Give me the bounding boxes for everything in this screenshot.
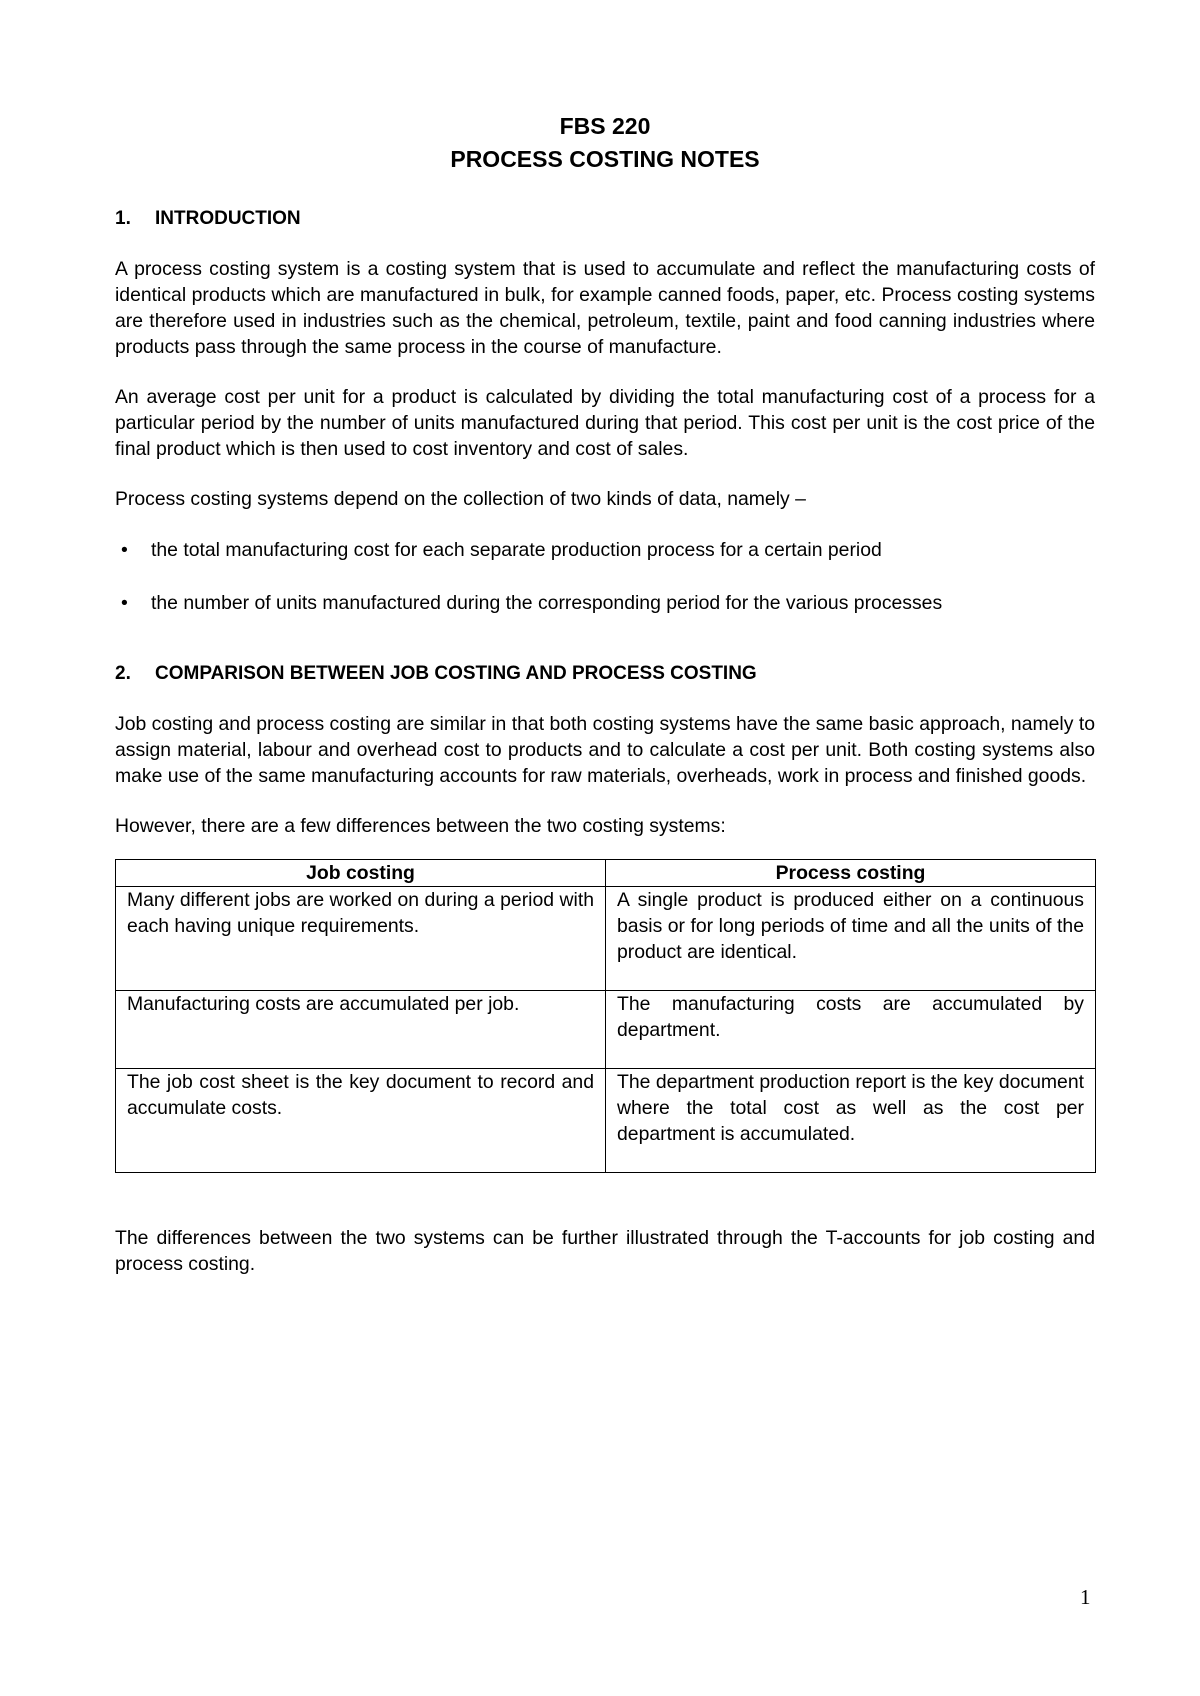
table-cell: A single product is produced either on a continuous basis or for long periods of time and all the units of the product are identical. xyxy=(606,887,1096,991)
course-code: FBS 220 xyxy=(559,113,651,139)
table-cell: The department production report is the key document where the total cost as well as the cost per department is accumulated. xyxy=(606,1069,1096,1173)
table-cell: Manufacturing costs are accumulated per job. xyxy=(116,991,606,1069)
section-title: COMPARISON BETWEEN JOB COSTING AND PROCESS COSTING xyxy=(155,663,757,684)
section-title: INTRODUCTION xyxy=(155,208,301,229)
section-number: 1. xyxy=(115,208,131,229)
table-cell: The manufacturing costs are accumulated by department. xyxy=(606,991,1096,1069)
bullet-icon: • xyxy=(121,539,128,561)
list-item-text: the total manufacturing cost for each separate production process for a certain period xyxy=(151,539,882,561)
table-header-row xyxy=(116,860,1096,887)
section-heading-comparison xyxy=(115,661,1095,687)
data-requirements-list xyxy=(115,537,1095,616)
table-cell: The job cost sheet is the key document to record and accumulate costs. xyxy=(116,1069,606,1173)
table-row xyxy=(116,991,1096,1069)
table-row xyxy=(116,887,1096,991)
table-cell: Many different jobs are worked on during a period with each having unique requirements. xyxy=(116,887,606,991)
paragraph: An average cost per unit for a product is calculated by dividing the total manufacturing cost of a process for a particular period by the number of units manufactured during that period. This cost per unit is the cost price of the final product which is then used to cost inventory and cost of sales. xyxy=(115,386,1095,460)
paragraph: Process costing systems depend on the collection of two kinds of data, namely – xyxy=(115,488,806,510)
page-title: PROCESS COSTING NOTES xyxy=(450,146,760,172)
list-item xyxy=(115,590,1095,616)
page-number: 1 xyxy=(1080,1585,1091,1609)
list-item xyxy=(115,537,1095,563)
paragraph: Job costing and process costing are similar in that both costing systems have the same basic approach, namely to assign material, labour and overhead cost to products and to calculate a cost per unit. Both costing systems also make use of the same manufacturing accounts for raw materials, overheads, work in process and finished goods. xyxy=(115,713,1095,787)
closing-paragraph: The differences between the two systems can be further illustrated through the T-accounts for job costing and process costing. xyxy=(115,1227,1095,1275)
column-header-job-costing: Job costing xyxy=(116,860,606,887)
comparison-table xyxy=(115,859,1096,1173)
bullet-icon: • xyxy=(121,592,128,614)
table-row xyxy=(116,1069,1096,1173)
paragraph: However, there are a few differences between the two costing systems: xyxy=(115,815,726,837)
list-item-text: the number of units manufactured during the corresponding period for the various processes xyxy=(151,592,943,614)
section-heading-introduction xyxy=(115,206,1095,232)
section-number: 2. xyxy=(115,663,131,684)
column-header-process-costing: Process costing xyxy=(606,860,1096,887)
page-content xyxy=(115,110,1095,1277)
paragraph: A process costing system is a costing system that is used to accumulate and reflect the manufacturing costs of identical products which are manufactured in bulk, for example canned foods, paper, etc. Process costing systems are therefore used in industries such as the chemical, petroleum, textile, paint and food canning industries where products pass through the same process in the course of manufacture. xyxy=(115,258,1095,358)
